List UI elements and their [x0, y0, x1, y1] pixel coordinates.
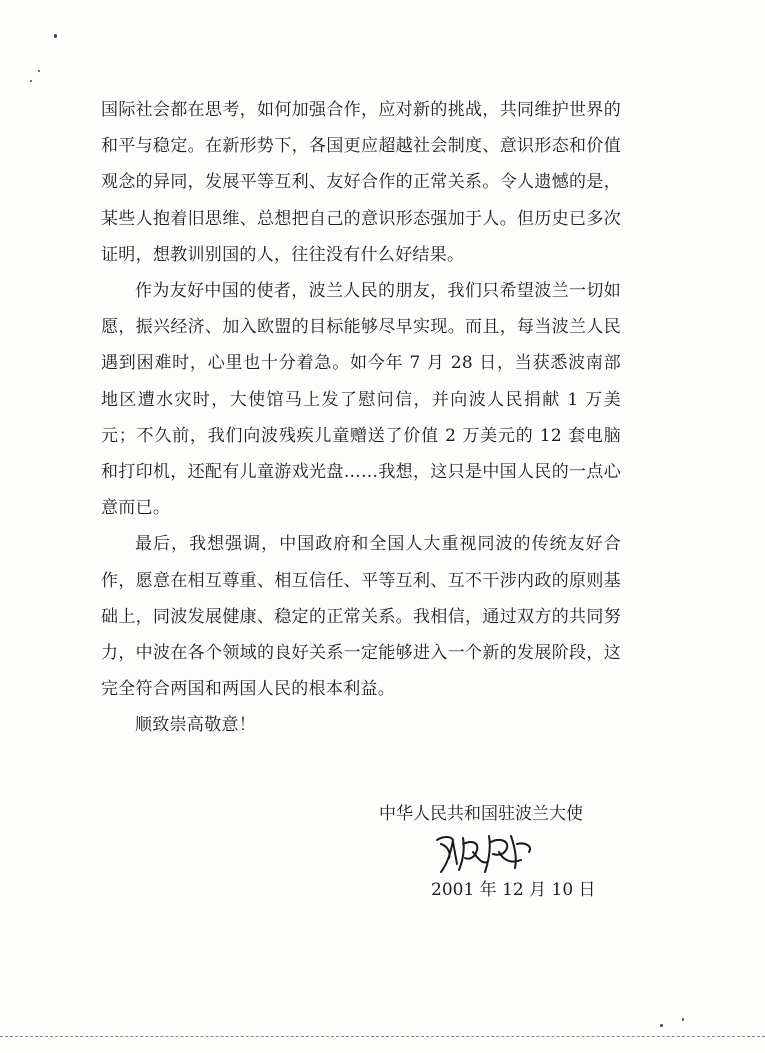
scan-speck: [30, 80, 32, 82]
scan-speck: [54, 34, 57, 38]
handwritten-signature: [429, 830, 539, 876]
paragraph-3: 最后，我想强调，中国政府和全国人大重视同波的传统友好合作，愿意在相互尊重、相互信任、平等互利、互不干涉内政的原则基础上，同波发展健康、稳定的正常关系。我相信，通过双方的共同努力，中波在各个领域的良好关系一定能够进入一个新的发展阶段，这完全符合两国和两国人民的根本利益。: [101, 534, 621, 700]
closing-salutation: 顺致崇高敬意！: [135, 715, 257, 736]
scan-speck: [660, 1024, 663, 1027]
letter-date: 2001 年 12 月 10 日: [431, 880, 596, 900]
signature-block: [379, 800, 639, 900]
letter-body: [101, 92, 621, 744]
scan-speck: [682, 1018, 684, 1021]
scan-speck: [38, 70, 40, 72]
sender-title: 中华人民共和国驻波兰大使: [379, 804, 583, 824]
scan-edge-line: [0, 1036, 765, 1037]
paragraph-1: 国际社会都在思考，如何加强合作，应对新的挑战，共同维护世界的和平与稳定。在新形势下，各国更应超越社会制度、意识形态和价值观念的异同，发展平等互利、友好合作的正常关系。令人遗憾的是，某些人抱着旧思维、总想把自己的意识形态强加于人。但历史已多次证明，想教训别国的人，往往没有什么好结果。: [101, 100, 621, 265]
paragraph-2: 作为友好中国的使者，波兰人民的朋友，我们只希望波兰一切如愿，振兴经济、加入欧盟的目标能够尽早实现。而且，每当波兰人民遇到困难时，心里也十分着急。如今年 7 月 28 日，当获悉波南部地区遭水灾时，大使馆马上发了慰问信，并向波人民捐献 1 万美元；不久前，我们向波残疾儿童赠送了价值 2 万美元的 12 套电脑和打印机，还配有儿童游戏光盘……我想，这只是中国人民的一点心意而已。: [101, 281, 621, 519]
